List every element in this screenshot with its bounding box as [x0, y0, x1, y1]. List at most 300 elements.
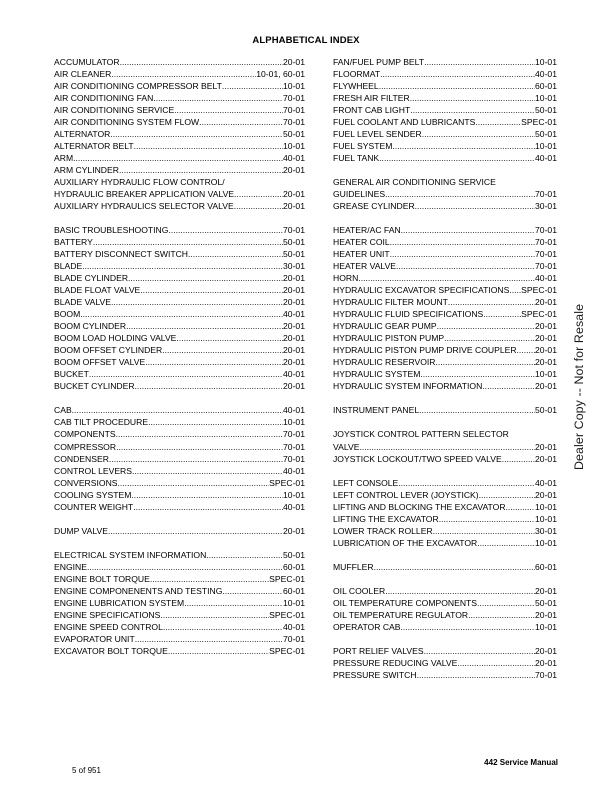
index-entry-label: HYDRAULIC BREAKER APPLICATION VALVE	[54, 189, 235, 200]
index-entry[interactable]	[54, 104, 305, 116]
dot-leader	[457, 657, 535, 669]
index-entry-page: 10-01	[535, 537, 557, 548]
index-entry-page: 20-01	[283, 381, 305, 392]
index-entry-label: HEATER UNIT	[333, 249, 390, 260]
index-entry-page: 20-01	[535, 585, 557, 596]
index-entry-page: SPEC-01	[269, 573, 305, 584]
index-entry-page: 50-01	[283, 129, 305, 140]
dot-leader	[506, 501, 535, 513]
dot-leader	[73, 152, 283, 164]
index-entry[interactable]	[54, 501, 305, 513]
dot-leader	[222, 585, 283, 597]
dot-leader	[111, 68, 256, 80]
index-entry-label: BLADE FLOAT VALVE	[54, 285, 141, 296]
index-entry[interactable]	[54, 152, 305, 164]
dot-leader	[132, 465, 283, 477]
dot-leader	[390, 248, 535, 260]
index-entry-label: ENGINE LUBRICATION SYSTEM	[54, 597, 185, 608]
index-entry[interactable]	[333, 344, 557, 356]
index-entry-page: 70-01	[283, 225, 305, 236]
index-entry[interactable]	[54, 116, 305, 128]
index-entry-label: HYDRAULIC FILTER MOUNT	[333, 297, 448, 308]
index-entry-label: ENGINE SPEED CONTROL	[54, 621, 163, 632]
index-entry[interactable]	[54, 56, 305, 68]
dot-leader	[424, 56, 535, 68]
index-entry-label: OPERATOR CAB	[333, 621, 401, 632]
index-column-right	[333, 56, 557, 681]
index-entry[interactable]	[54, 344, 305, 356]
index-entry[interactable]	[333, 645, 557, 657]
index-entry-label: HYDRAULIC PISTON PUMP DRIVE COUPLER	[333, 345, 517, 356]
index-entry-label: BOOM	[54, 309, 81, 320]
index-entry-page: 20-01	[535, 357, 557, 368]
index-entry-label: LOWER TRACK ROLLER	[333, 525, 433, 536]
index-entry-page: 70-01	[283, 93, 305, 104]
index-entry-label: FLOORMAT	[333, 69, 381, 80]
index-entry[interactable]	[333, 140, 557, 152]
page-counter: 5 of 951	[72, 766, 101, 775]
index-entry[interactable]	[333, 128, 557, 140]
index-entry-label: HYDRAULIC RESERVOIR	[333, 357, 436, 368]
dot-leader	[358, 272, 535, 284]
index-entry-label: BOOM LOAD HOLDING VALVE	[54, 333, 177, 344]
index-entry[interactable]	[54, 260, 305, 272]
index-entry-page: 20-01	[283, 321, 305, 332]
index-entry[interactable]	[333, 404, 557, 416]
dot-leader	[72, 404, 283, 416]
index-entry-page: 20-01	[283, 57, 305, 67]
index-entry-label: PRESSURE REDUCING VALVE	[333, 657, 458, 668]
index-entry[interactable]	[54, 465, 305, 477]
dot-leader	[89, 368, 283, 380]
index-entry-page: 20-01	[283, 189, 305, 200]
dot-leader	[444, 332, 535, 344]
index-entry[interactable]	[54, 404, 305, 416]
dot-leader	[119, 164, 283, 176]
dot-leader	[410, 104, 535, 116]
dot-leader	[140, 284, 283, 296]
index-entry[interactable]	[333, 380, 557, 392]
dot-leader	[206, 549, 283, 561]
dot-leader	[148, 416, 283, 428]
index-entry-page: 20-01	[535, 441, 557, 452]
dot-leader	[118, 477, 270, 489]
index-entry-label: LEFT CONSOLE	[333, 477, 399, 488]
index-entry-label: ARM CYLINDER	[54, 165, 119, 176]
index-entry[interactable]	[54, 525, 305, 537]
index-entry[interactable]	[333, 441, 557, 453]
index-entry[interactable]	[333, 272, 557, 284]
index-entry-page: 20-01	[283, 357, 305, 368]
index-entry-label: LUBRICATION OF THE EXCAVATOR	[333, 537, 478, 548]
index-entry-page: 40-01	[283, 153, 305, 164]
index-entry[interactable]	[333, 597, 557, 609]
index-entry[interactable]	[54, 453, 305, 465]
index-entry-page: 20-01	[535, 453, 557, 464]
index-entry-label: BLADE	[54, 261, 83, 272]
dot-leader	[390, 236, 535, 248]
spacer	[333, 633, 557, 645]
index-entry-label: AIR CONDITIONING FAN	[54, 93, 154, 104]
index-entry[interactable]	[54, 332, 305, 344]
index-entry-label: ACCUMULATOR	[54, 57, 120, 67]
spacer	[54, 392, 305, 404]
index-entry[interactable]	[333, 248, 557, 260]
index-entry[interactable]	[333, 104, 557, 116]
index-entry-label: ALTERNATOR BELT	[54, 141, 134, 152]
dot-leader	[234, 188, 283, 200]
index-entry[interactable]	[54, 248, 305, 260]
dot-leader	[436, 356, 536, 368]
index-entry[interactable]	[333, 453, 557, 465]
dot-leader	[133, 501, 283, 513]
dot-leader	[385, 188, 535, 200]
index-entry[interactable]	[333, 332, 557, 344]
index-entry[interactable]	[54, 200, 305, 212]
dot-leader	[234, 200, 283, 212]
dot-leader	[168, 224, 283, 236]
index-entry[interactable]	[333, 320, 557, 332]
index-entry[interactable]	[54, 284, 305, 296]
index-entry[interactable]	[54, 308, 305, 320]
dot-leader	[222, 80, 283, 92]
index-entry-label: AIR CONDITIONING COMPRESSOR BELT	[54, 81, 222, 92]
index-entry[interactable]	[333, 80, 557, 92]
dot-leader	[420, 368, 535, 380]
index-entry[interactable]	[333, 585, 557, 597]
index-entry[interactable]	[54, 416, 305, 428]
manual-title: 442 Service Manual	[484, 758, 558, 767]
dot-leader	[433, 525, 535, 537]
dot-leader	[517, 344, 535, 356]
index-entry[interactable]	[333, 224, 557, 236]
dot-leader	[422, 128, 535, 140]
index-entry-label: MUFFLER	[333, 561, 374, 572]
spacer	[333, 392, 557, 404]
index-entry[interactable]	[54, 164, 305, 176]
index-entry-label: CONVERSIONS	[54, 477, 118, 488]
dot-leader	[87, 561, 283, 573]
index-title: ALPHABETICAL INDEX	[252, 35, 360, 46]
dot-leader	[160, 609, 269, 621]
index-entry[interactable]	[54, 477, 305, 489]
dot-leader	[502, 453, 535, 465]
index-entry-label: HORN	[333, 273, 359, 284]
index-entry[interactable]	[333, 609, 557, 621]
index-entry-page: 60-01	[535, 81, 557, 92]
index-entry[interactable]	[333, 152, 557, 164]
index-entry[interactable]	[54, 320, 305, 332]
index-entry-label: FAN/FUEL PUMP BELT	[333, 57, 425, 67]
spacer	[54, 537, 305, 549]
index-entry-page: 10-01	[535, 621, 557, 632]
index-entry-page: 50-01	[535, 129, 557, 140]
index-entry[interactable]	[54, 489, 305, 501]
index-entry[interactable]	[333, 284, 557, 296]
index-entry[interactable]	[54, 549, 305, 561]
index-entry[interactable]	[333, 68, 557, 80]
index-entry[interactable]	[54, 573, 305, 585]
index-entry[interactable]	[54, 561, 305, 573]
index-entry-page: 10-01	[535, 513, 557, 524]
index-entry[interactable]	[54, 188, 305, 200]
index-entry[interactable]	[333, 308, 557, 320]
index-entry-page: 20-01	[283, 333, 305, 344]
index-entry-label: FRONT CAB LIGHT	[333, 105, 411, 116]
dot-leader	[385, 585, 535, 597]
index-entry[interactable]	[333, 356, 557, 368]
index-entry-label: FRESH AIR FILTER	[333, 93, 410, 104]
index-entry-label: OIL TEMPERATURE COMPONENTS	[333, 597, 478, 608]
index-entry-page: 20-01	[535, 657, 557, 668]
index-entry-label: LIFTING THE EXCAVATOR	[333, 513, 439, 524]
index-entry-label: CAB TILT PROCEDURE	[54, 417, 149, 428]
index-entry[interactable]	[54, 272, 305, 284]
index-entry[interactable]	[333, 525, 557, 537]
index-entry-page: 50-01	[283, 249, 305, 260]
dot-leader	[374, 561, 535, 573]
index-entry-page: 10-01	[283, 489, 305, 500]
dot-leader	[153, 92, 283, 104]
dot-leader	[108, 525, 283, 537]
index-entry-page: 20-01	[535, 381, 557, 392]
index-entry[interactable]	[333, 188, 557, 200]
index-entry[interactable]	[54, 368, 305, 380]
index-entry-page: 40-01	[283, 501, 305, 512]
index-entry-label: FUEL LEVEL SENDER	[333, 129, 422, 140]
index-entry-label: HYDRAULIC FLUID SPECIFICATIONS	[333, 309, 484, 320]
index-entry[interactable]	[333, 537, 557, 549]
index-entry-label: VALVE	[333, 441, 360, 452]
index-entry[interactable]	[333, 669, 557, 681]
index-entry-label: BUCKET	[54, 369, 89, 380]
index-entry-label: AIR CLEANER	[54, 69, 112, 80]
index-entry[interactable]	[54, 296, 305, 308]
index-entry-page: 20-01	[283, 165, 305, 176]
index-entry-label: HEATER COIL	[333, 237, 390, 248]
index-entry[interactable]	[333, 561, 557, 573]
index-entry-page: 70-01	[535, 261, 557, 272]
dot-leader	[80, 308, 283, 320]
index-entry[interactable]	[333, 56, 557, 68]
index-entry-label: EXCAVATOR BOLT TORQUE	[54, 645, 168, 656]
index-entry-label: FUEL SYSTEM	[333, 141, 393, 152]
index-entry-page: 10-01	[283, 597, 305, 608]
index-entry-label: BLADE VALVE	[54, 297, 111, 308]
index-entry[interactable]	[54, 609, 305, 621]
index-entry-page: SPEC-01	[521, 117, 557, 128]
index-entry-page: 20-01	[535, 333, 557, 344]
index-entry-page: 70-01	[283, 453, 305, 464]
index-entry-page: 10-01	[283, 417, 305, 428]
index-entry-label: INSTRUMENT PANEL	[333, 405, 420, 416]
dot-leader	[439, 513, 535, 525]
spacer	[333, 573, 557, 585]
index-entry-page: 10-01	[535, 93, 557, 104]
index-entry-page: 20-01	[535, 321, 557, 332]
index-entry-label: ENGINE COMPONENENTS AND TESTING	[54, 585, 223, 596]
index-entry-page: 50-01	[535, 105, 557, 116]
spacer	[333, 212, 557, 224]
index-entry[interactable]	[54, 236, 305, 248]
dot-leader	[116, 441, 283, 453]
index-entry-label: AIR CONDITIONING SERVICE	[54, 105, 175, 116]
index-entry-page: 10-01	[283, 81, 305, 92]
index-entry[interactable]	[54, 585, 305, 597]
dot-leader	[419, 404, 535, 416]
index-entry[interactable]	[333, 513, 557, 525]
index-entry[interactable]	[333, 92, 557, 104]
index-entry[interactable]	[333, 368, 557, 380]
index-entry[interactable]	[333, 260, 557, 272]
index-entry-label: BOOM CYLINDER	[54, 321, 127, 332]
index-entry-page: 40-01	[283, 405, 305, 416]
index-entry-label: CAB	[54, 405, 72, 416]
index-entry-label: BOOM OFFSET VALVE	[54, 357, 146, 368]
dot-leader	[401, 621, 536, 633]
dot-leader	[176, 332, 283, 344]
index-entry-label: DUMP VALVE	[54, 525, 108, 536]
index-entry[interactable]	[333, 200, 557, 212]
index-entry-label: BLADE CYLINDER	[54, 273, 129, 284]
index-entry[interactable]	[54, 621, 305, 633]
index-entry-page: 70-01	[535, 249, 557, 260]
spacer	[54, 212, 305, 224]
index-entry-page: 70-01	[535, 189, 557, 200]
index-entry-page: 10-01	[535, 501, 557, 512]
index-entry[interactable]	[333, 116, 557, 128]
index-entry-label: COMPONENTS	[54, 429, 116, 440]
dot-leader	[116, 428, 283, 440]
index-entry-page: SPEC-01	[269, 609, 305, 620]
index-entry-label: ENGINE BOLT TORQUE	[54, 573, 150, 584]
dot-leader	[415, 200, 535, 212]
dot-leader	[82, 260, 283, 272]
dot-leader	[379, 152, 535, 164]
index-entry[interactable]	[54, 597, 305, 609]
index-entry-page: 70-01	[283, 441, 305, 452]
dot-leader	[392, 140, 535, 152]
index-entry-label: HYDRAULIC SYSTEM INFORMATION	[333, 381, 483, 392]
dot-leader	[380, 68, 535, 80]
dot-leader	[483, 308, 521, 320]
index-entry-label: HYDRAULIC PISTON PUMP	[333, 333, 445, 344]
dot-leader	[479, 489, 535, 501]
index-entry-label: EVAPORATOR UNIT	[54, 633, 135, 644]
index-entry-label: COOLING SYSTEM	[54, 489, 132, 500]
index-entry-label: ENGINE SPECIFICATIONS	[54, 609, 161, 620]
index-entry-label: ALTERNATOR	[54, 129, 111, 140]
dot-leader	[174, 104, 283, 116]
index-entry-page: 50-01	[535, 597, 557, 608]
index-entry-label: JOYSTICK LOCKOUT/TWO SPEED VALVE	[333, 453, 502, 464]
index-entry-page: 70-01	[535, 669, 557, 680]
index-entry[interactable]	[54, 224, 305, 236]
dot-leader	[131, 489, 283, 501]
dot-leader	[199, 116, 283, 128]
index-entry[interactable]	[54, 140, 305, 152]
index-entry[interactable]	[54, 441, 305, 453]
index-entry[interactable]	[333, 501, 557, 513]
index-entry-page: 40-01	[535, 69, 557, 80]
dot-leader	[93, 236, 283, 248]
dot-leader	[184, 597, 283, 609]
dot-leader	[477, 537, 535, 549]
dot-leader	[398, 477, 535, 489]
index-entry[interactable]	[54, 380, 305, 392]
index-entry-page: SPEC-01	[269, 477, 305, 488]
index-entry-page: 10-01	[283, 141, 305, 152]
index-entry-label: GUIDELINES	[333, 189, 386, 200]
spacer	[54, 513, 305, 525]
index-entry-page: 20-01	[283, 297, 305, 308]
index-entry[interactable]	[54, 128, 305, 140]
index-entry[interactable]	[54, 80, 305, 92]
index-entry-page: 70-01	[535, 237, 557, 248]
index-column-left	[54, 56, 305, 657]
dot-leader	[379, 80, 535, 92]
index-entry-label: ARM	[54, 153, 74, 164]
dot-leader	[134, 140, 283, 152]
index-entry[interactable]	[54, 356, 305, 368]
index-entry[interactable]	[54, 68, 305, 80]
dot-leader	[477, 597, 535, 609]
index-entry[interactable]	[333, 477, 557, 489]
index-entry[interactable]	[54, 92, 305, 104]
dot-leader	[168, 645, 269, 657]
index-entry-page: 40-01	[535, 477, 557, 488]
index-entry-label: HYDRAULIC SYSTEM	[333, 369, 421, 380]
index-entry-label: HEATER/AC FAN	[333, 225, 401, 236]
index-entry-page: 20-01	[535, 345, 557, 356]
dot-leader	[509, 284, 521, 296]
index-entry[interactable]	[54, 633, 305, 645]
dot-leader	[128, 272, 283, 284]
index-entry-page: 40-01	[283, 369, 305, 380]
dot-leader	[162, 344, 283, 356]
index-entry[interactable]	[333, 489, 557, 501]
index-entry-page: 20-01	[535, 645, 557, 656]
index-entry-page: 70-01	[283, 117, 305, 128]
index-entry-label: COMPRESSOR	[54, 441, 117, 452]
index-entry-page: 10-01, 60-01	[256, 69, 305, 80]
index-entry[interactable]	[333, 657, 557, 669]
index-entry-page: 10-01	[535, 141, 557, 152]
index-entry-page: 50-01	[535, 405, 557, 416]
index-entry-label: FUEL COOLANT AND LUBRICANTS	[333, 117, 476, 128]
index-entry-heading: GENERAL AIR CONDITIONING SERVICE	[333, 177, 496, 188]
index-entry-page: 60-01	[283, 561, 305, 572]
dot-leader	[475, 116, 521, 128]
index-entry-page: 30-01	[283, 261, 305, 272]
index-entry-label: LIFTING AND BLOCKING THE EXCAVATOR	[333, 501, 506, 512]
dot-leader	[424, 645, 535, 657]
index-entry[interactable]	[54, 645, 305, 657]
index-entry[interactable]	[54, 428, 305, 440]
index-entry[interactable]	[333, 236, 557, 248]
spacer	[333, 416, 557, 428]
index-entry-label: ELECTRICAL SYSTEM INFORMATION	[54, 549, 207, 560]
index-entry-label: BATTERY DISCONNECT SWITCH	[54, 249, 189, 260]
index-entry[interactable]	[333, 296, 557, 308]
dot-leader	[396, 260, 535, 272]
index-entry[interactable]	[333, 621, 557, 633]
index-entry-page: 40-01	[283, 309, 305, 320]
index-entry-label: CONDENSER	[54, 453, 109, 464]
dot-leader	[359, 441, 535, 453]
spacer	[333, 549, 557, 561]
dot-leader	[110, 128, 283, 140]
